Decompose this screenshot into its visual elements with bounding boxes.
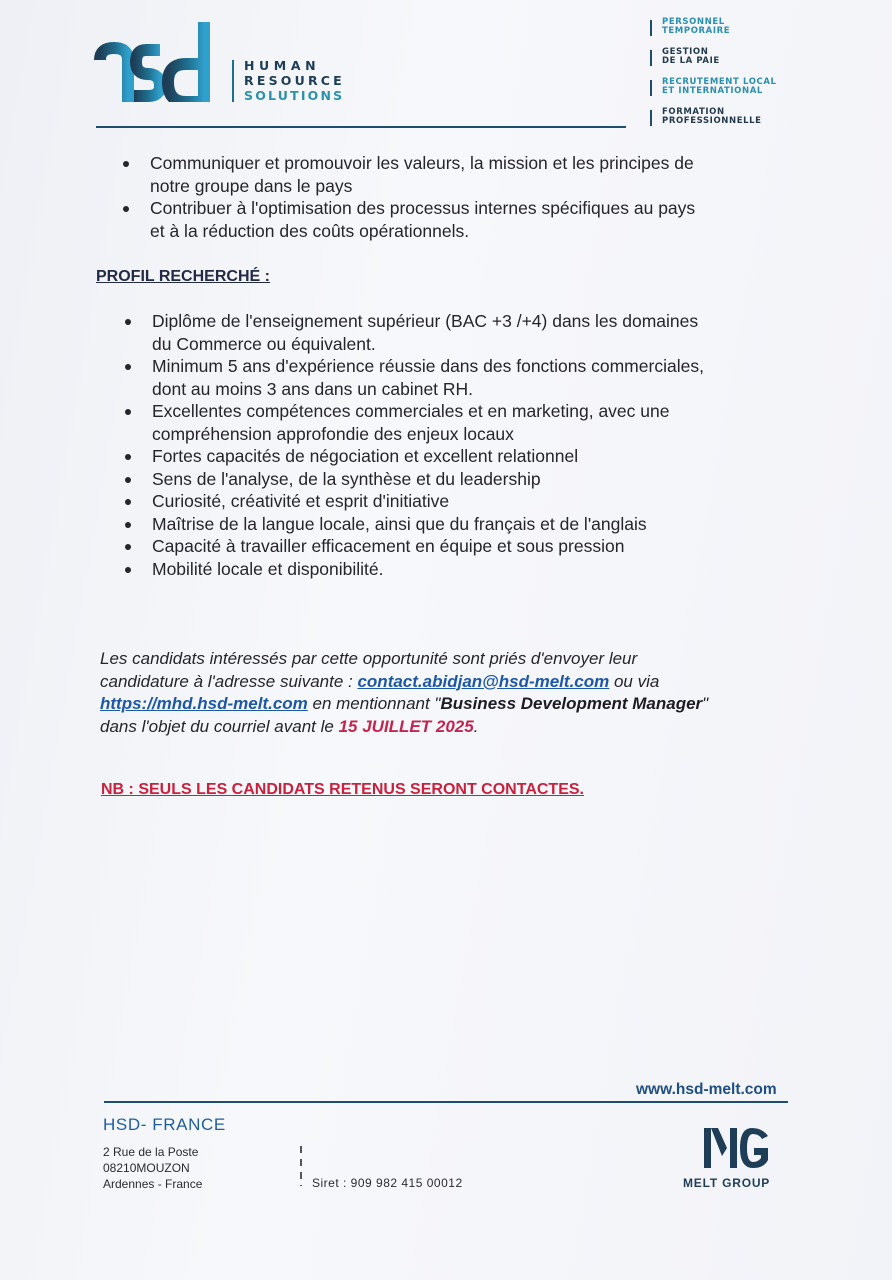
service-bar (650, 20, 652, 36)
company-name: HSD- FRANCE (103, 1115, 226, 1134)
application-text: dans l'objet du courriel avant le (100, 716, 339, 736)
list-item (122, 355, 802, 400)
service-line: GESTION (662, 47, 709, 57)
service-line: FORMATION (662, 107, 725, 117)
deadline-date: 15 JUILLET 2025 (338, 716, 474, 736)
list-item-line: et à la réduction des coûts opérationnels. (150, 220, 470, 241)
list-item-line: compréhension approfondie des enjeux locaux (152, 423, 514, 444)
list-item-line: Mobilité locale et disponibilité. (152, 558, 384, 579)
service-item (650, 18, 812, 36)
bullet-icon (125, 364, 131, 370)
service-item (650, 78, 812, 96)
service-bar (650, 80, 652, 96)
address-line: Ardennes - France (103, 1177, 203, 1191)
list-item (122, 310, 802, 355)
list-item-line: Sens de l'analyse, de la synthèse et du leadership (152, 468, 541, 489)
logo-divider (232, 60, 234, 102)
service-line: PERSONNEL (662, 17, 725, 27)
list-item-line: Excellentes compétences commerciales et en marketing, avec une (152, 401, 670, 421)
bullet-icon (123, 161, 129, 167)
list-item-line: Diplôme de l'enseignement supérieur (BAC +3 /+4) dans les domaines (152, 311, 699, 331)
application-text: en mentionnant " (307, 694, 441, 713)
application-url-link[interactable]: https://mhd.hsd-melt.com (100, 694, 308, 713)
service-line: PROFESSIONNELLE (662, 116, 762, 126)
section-title: PROFIL RECHERCHÉ : (96, 268, 270, 285)
bullet-icon (123, 206, 129, 212)
bullet-icon (125, 409, 131, 415)
list-item-line: Minimum 5 ans d'expérience réussie dans des fonctions commerciales, (152, 356, 704, 376)
service-bar (650, 110, 652, 126)
contact-email-link[interactable]: contact.abidjan@hsd-melt.com (357, 671, 610, 691)
melt-group-label: MELT GROUP (683, 1176, 771, 1190)
header-rule (96, 126, 626, 128)
application-text: Les candidats intéressés par cette opportunité sont priés d'envoyer leur (100, 649, 638, 668)
list-item (122, 513, 802, 536)
list-item-line: Contribuer à l'optimisation des processus internes spécifiques au pays (150, 198, 696, 218)
siret-number: Siret : 909 982 415 00012 (312, 1176, 463, 1190)
bullet-icon (125, 544, 131, 550)
service-line: DE LA PAIE (662, 56, 720, 66)
service-line: ET INTERNATIONAL (662, 86, 763, 96)
list-item-line: Curiosité, créativité et esprit d'initiative (152, 491, 450, 511)
application-text: candidature à l'adresse suivante : (100, 671, 358, 691)
list-item-line: notre groupe dans le pays (150, 175, 353, 196)
services-list (650, 18, 812, 138)
footer-website-link[interactable]: www.hsd-melt.com (636, 1081, 777, 1098)
missions-list (120, 152, 780, 242)
bullet-icon (125, 499, 131, 505)
bullet-icon (125, 477, 131, 483)
bullet-icon (125, 454, 131, 460)
service-item (650, 48, 812, 66)
list-item (120, 197, 780, 242)
service-item (650, 108, 812, 126)
list-item-line: Maîtrise de la langue locale, ainsi que du français et de l'anglais (152, 513, 647, 534)
bullet-icon (125, 567, 131, 573)
address-line: 08210MOUZON (103, 1161, 190, 1175)
company-address (103, 1144, 202, 1192)
list-item (122, 445, 802, 468)
logo-line-solutions: SOLUTIONS (244, 88, 345, 103)
logo-line-resource: RESOURCE (244, 73, 345, 88)
list-item (122, 468, 802, 491)
application-instructions (100, 648, 800, 738)
bullet-icon (125, 319, 131, 325)
service-line: RECRUTEMENT LOCAL (662, 77, 777, 87)
logo-line-human: HUMAN (244, 58, 321, 73)
email-subject: Business Development Manager (440, 694, 703, 713)
footer-separator (300, 1146, 302, 1186)
service-line: TEMPORAIRE (662, 26, 731, 36)
list-item (122, 490, 802, 513)
address-line: 2 Rue de la Poste (103, 1145, 199, 1159)
list-item-line: Fortes capacités de négociation et excellent relationnel (152, 446, 579, 466)
bullet-icon (125, 522, 131, 528)
application-text: . (473, 716, 479, 736)
list-item (122, 400, 802, 445)
footer-rule (104, 1101, 788, 1103)
list-item (122, 535, 802, 558)
list-item (120, 152, 780, 197)
list-item-line: Communiquer et promouvoir les valeurs, la mission et les principes de (150, 153, 694, 173)
list-item-line: Capacité à travailler efficacement en équipe et sous pression (152, 536, 625, 556)
list-item-line: du Commerce ou équivalent. (152, 333, 376, 354)
list-item (122, 558, 802, 581)
melt-group-logo-icon (704, 1126, 770, 1170)
profile-requirements-list (122, 310, 802, 580)
application-text: ou via (609, 671, 660, 691)
logo-tagline (244, 58, 345, 103)
application-text: " (702, 694, 709, 713)
hsd-logo-icon (94, 22, 212, 102)
list-item-line: dont au moins 3 ans dans un cabinet RH. (152, 378, 474, 399)
nb-notice: NB : SEULS LES CANDIDATS RETENUS SERONT CONTACTES. (101, 781, 584, 798)
service-bar (650, 50, 652, 66)
